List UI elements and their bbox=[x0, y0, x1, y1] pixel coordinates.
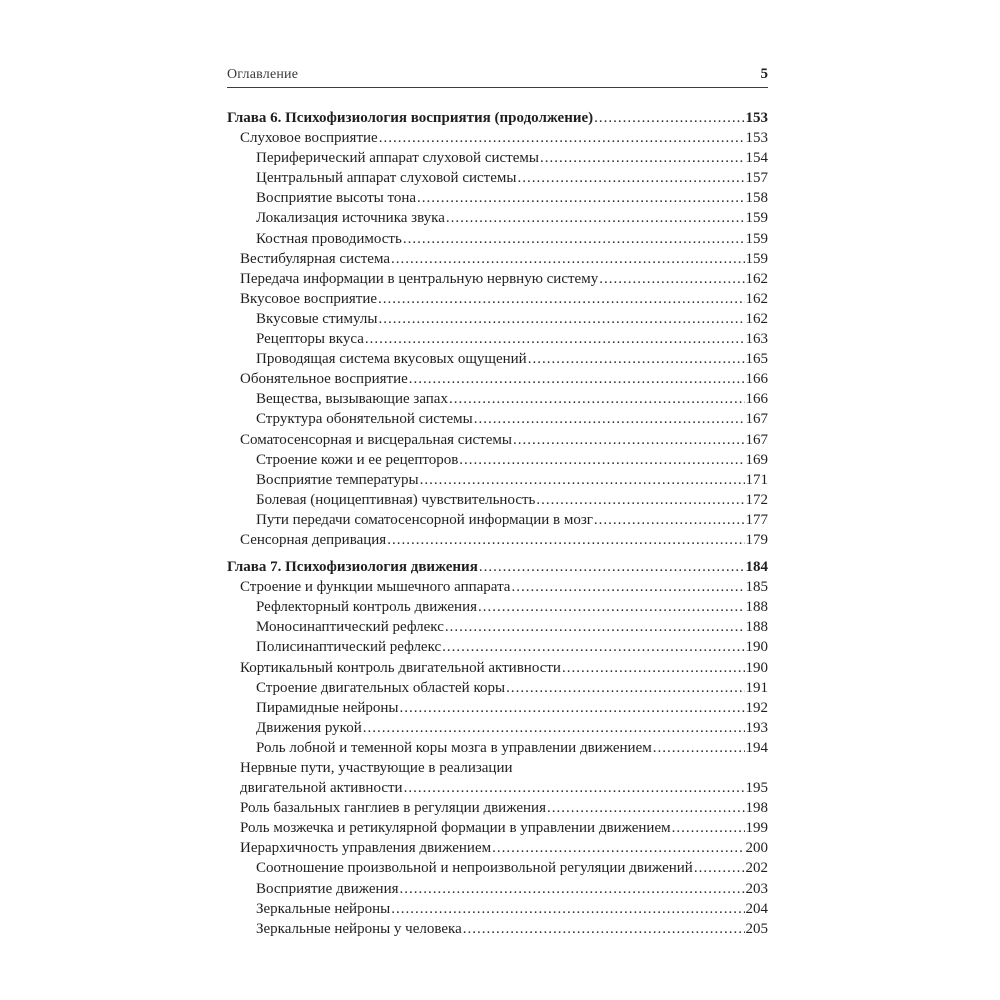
toc-entry-page: 198 bbox=[745, 800, 768, 817]
toc-leader-dots bbox=[653, 738, 745, 758]
toc-leader-dots bbox=[511, 577, 744, 597]
toc-entry bbox=[227, 818, 768, 838]
toc-entry-title: двигательной активности bbox=[240, 780, 403, 797]
toc-entry bbox=[227, 289, 768, 309]
toc-entry bbox=[227, 899, 768, 919]
toc-entry-page: 191 bbox=[745, 679, 768, 696]
toc-entry-page: 159 bbox=[745, 230, 768, 247]
toc-leader-dots bbox=[387, 530, 744, 550]
toc-entry bbox=[227, 188, 768, 208]
toc-entry-page: 167 bbox=[745, 411, 768, 428]
toc-entry-title: Периферический аппарат слуховой системы bbox=[256, 150, 539, 167]
toc-entry bbox=[227, 617, 768, 637]
toc-entry-page: 153 bbox=[745, 130, 768, 147]
toc-entry-title: Восприятие высоты тона bbox=[256, 190, 417, 207]
toc-entry-page: 171 bbox=[745, 471, 768, 488]
toc-entry-title: Проводящая система вкусовых ощущений bbox=[256, 351, 527, 368]
toc-entry-title: Передача информации в центральную нервную систему bbox=[240, 270, 599, 287]
toc-entry-page: 162 bbox=[745, 290, 768, 307]
toc-entry-title: Зеркальные нейроны у человека bbox=[256, 920, 462, 937]
toc-entry-title: Структура обонятельной системы bbox=[256, 411, 473, 428]
toc-entry-page: 159 bbox=[745, 250, 768, 267]
toc-entry bbox=[227, 758, 768, 778]
running-head-title: Оглавление bbox=[227, 67, 299, 82]
header-rule bbox=[227, 87, 768, 88]
toc-leader-dots bbox=[672, 818, 745, 838]
toc-entry bbox=[227, 208, 768, 228]
toc-entry bbox=[227, 658, 768, 678]
toc-entry-page: 193 bbox=[745, 719, 768, 736]
toc-entry-title: Болевая (ноцицептивная) чувствительность bbox=[256, 491, 536, 508]
toc-entry-title: Слуховое восприятие bbox=[240, 130, 378, 147]
toc-entry-title: Зеркальные нейроны bbox=[256, 900, 391, 917]
toc-entry-title: Восприятие движения bbox=[256, 880, 399, 897]
toc-entry-title: Глава 6. Психофизиология восприятия (продолжение) bbox=[227, 110, 594, 126]
toc-entry bbox=[227, 577, 768, 597]
toc-leader-dots bbox=[446, 208, 745, 228]
toc-entry-title: Строение и функции мышечного аппарата bbox=[240, 579, 511, 596]
toc-leader-dots bbox=[492, 838, 744, 858]
toc-leader-dots bbox=[599, 269, 744, 289]
toc-leader-dots bbox=[479, 557, 745, 577]
toc-entry-page: 202 bbox=[745, 860, 768, 877]
toc-leader-dots bbox=[540, 148, 745, 168]
toc-entry-page: 184 bbox=[745, 559, 768, 576]
toc-entry-page: 188 bbox=[745, 619, 768, 636]
toc-leader-dots bbox=[513, 430, 745, 450]
toc-entry-title: Роль лобной и теменной коры мозга в управлении движением bbox=[256, 739, 652, 756]
toc-entry-page: 177 bbox=[745, 511, 768, 528]
toc-entry bbox=[227, 369, 768, 389]
toc-entry-page: 188 bbox=[745, 599, 768, 616]
toc-entry-page: 158 bbox=[745, 190, 768, 207]
toc-entry-page: 162 bbox=[745, 270, 768, 287]
toc-entry-page: 166 bbox=[745, 391, 768, 408]
toc-leader-dots bbox=[547, 798, 745, 818]
toc-entry-title: Роль базальных ганглиев в регуляции движения bbox=[240, 800, 546, 817]
toc-entry-title: Пирамидные нейроны bbox=[256, 699, 399, 716]
toc-entry-page: 205 bbox=[745, 920, 768, 937]
toc-entry-title: Строение кожи и ее рецепторов bbox=[256, 451, 459, 468]
toc-leader-dots bbox=[562, 658, 745, 678]
toc-entry bbox=[227, 597, 768, 617]
table-of-contents bbox=[227, 108, 768, 939]
toc-entry-title: Иерархичность управления движением bbox=[240, 840, 492, 857]
toc-entry-title: Вещества, вызывающие запах bbox=[256, 391, 448, 408]
toc-entry-title: Строение двигательных областей коры bbox=[256, 679, 506, 696]
toc-entry-title: Обонятельное восприятие bbox=[240, 371, 408, 388]
toc-entry bbox=[227, 389, 768, 409]
toc-entry bbox=[227, 168, 768, 188]
toc-leader-dots bbox=[391, 249, 745, 269]
toc-entry-title: Центральный аппарат слуховой системы bbox=[256, 170, 517, 187]
toc-leader-dots bbox=[478, 597, 745, 617]
running-head-page-number: 5 bbox=[760, 66, 768, 82]
toc-entry-title: Сенсорная депривация bbox=[240, 531, 387, 548]
toc-leader-dots bbox=[365, 329, 745, 349]
toc-entry-page: 200 bbox=[745, 840, 768, 857]
toc-entry bbox=[227, 778, 768, 798]
toc-leader-dots bbox=[400, 698, 745, 718]
toc-entry-page: 154 bbox=[745, 150, 768, 167]
toc-entry-title: Соматосенсорная и висцеральная системы bbox=[240, 431, 512, 448]
toc-entry bbox=[227, 229, 768, 249]
toc-entry-title: Локализация источника звука bbox=[256, 210, 445, 227]
toc-leader-dots bbox=[378, 289, 744, 309]
toc-leader-dots bbox=[694, 858, 745, 878]
toc-entry bbox=[227, 470, 768, 490]
toc-entry-page: 194 bbox=[745, 739, 768, 756]
toc-entry-page: 192 bbox=[745, 699, 768, 716]
toc-entry-page: 167 bbox=[745, 431, 768, 448]
toc-entry-page: 165 bbox=[745, 351, 768, 368]
toc-entry bbox=[227, 738, 768, 758]
toc-leader-dots bbox=[379, 128, 745, 148]
toc-entry bbox=[227, 718, 768, 738]
toc-entry bbox=[227, 557, 768, 577]
toc-leader-dots bbox=[536, 490, 744, 510]
toc-entry bbox=[227, 329, 768, 349]
toc-entry-page: 199 bbox=[745, 820, 768, 837]
toc-leader-dots bbox=[400, 879, 745, 899]
toc-entry-page: 185 bbox=[745, 579, 768, 596]
toc-entry-page: 157 bbox=[745, 170, 768, 187]
toc-leader-dots bbox=[420, 470, 745, 490]
toc-leader-dots bbox=[391, 899, 744, 919]
toc-entry bbox=[227, 678, 768, 698]
toc-entry-page: 195 bbox=[745, 780, 768, 797]
toc-leader-dots bbox=[417, 188, 744, 208]
toc-entry bbox=[227, 148, 768, 168]
toc-entry-page: 190 bbox=[745, 639, 768, 656]
toc-entry bbox=[227, 879, 768, 899]
toc-leader-dots bbox=[528, 349, 745, 369]
toc-leader-dots bbox=[594, 108, 744, 128]
toc-entry bbox=[227, 309, 768, 329]
toc-entry bbox=[227, 409, 768, 429]
toc-entry-title: Вкусовые стимулы bbox=[256, 310, 378, 327]
toc-entry bbox=[227, 128, 768, 148]
toc-entry-title: Соотношение произвольной и непроизвольной регуляции движений bbox=[256, 860, 693, 877]
running-head bbox=[227, 66, 768, 83]
toc-entry-page: 162 bbox=[745, 310, 768, 327]
toc-leader-dots bbox=[594, 510, 745, 530]
toc-leader-dots bbox=[442, 637, 744, 657]
toc-entry-page: 153 bbox=[745, 110, 768, 126]
toc-entry-title: Нервные пути, участвующие в реализации bbox=[240, 760, 513, 776]
toc-entry-title: Вестибулярная система bbox=[240, 250, 390, 267]
toc-entry bbox=[227, 510, 768, 530]
toc-entry bbox=[227, 919, 768, 939]
toc-entry-title: Рецепторы вкуса bbox=[256, 331, 364, 348]
toc-leader-dots bbox=[474, 409, 745, 429]
toc-entry-title: Полисинаптический рефлекс bbox=[256, 639, 442, 656]
toc-entry-title: Моносинаптический рефлекс bbox=[256, 619, 444, 636]
toc-entry-page: 203 bbox=[745, 880, 768, 897]
toc-leader-dots bbox=[363, 718, 745, 738]
toc-entry-title: Движения рукой bbox=[256, 719, 362, 736]
toc-leader-dots bbox=[463, 919, 745, 939]
toc-entry bbox=[227, 450, 768, 470]
toc-entry bbox=[227, 838, 768, 858]
toc-entry bbox=[227, 798, 768, 818]
toc-entry-page: 163 bbox=[745, 331, 768, 348]
toc-entry-page: 179 bbox=[745, 531, 768, 548]
toc-entry bbox=[227, 698, 768, 718]
toc-entry bbox=[227, 530, 768, 550]
toc-leader-dots bbox=[449, 389, 745, 409]
toc-leader-dots bbox=[445, 617, 745, 637]
toc-entry bbox=[227, 269, 768, 289]
toc-entry bbox=[227, 637, 768, 657]
toc-entry-title: Рефлекторный контроль движения bbox=[256, 599, 477, 616]
toc-leader-dots bbox=[506, 678, 744, 698]
toc-leader-dots bbox=[404, 778, 745, 798]
toc-entry bbox=[227, 490, 768, 510]
toc-leader-dots bbox=[459, 450, 744, 470]
toc-entry bbox=[227, 349, 768, 369]
toc-entry-title: Вкусовое восприятие bbox=[240, 290, 378, 307]
toc-entry-page: 169 bbox=[745, 451, 768, 468]
toc-entry bbox=[227, 858, 768, 878]
toc-leader-dots bbox=[403, 229, 745, 249]
toc-entry bbox=[227, 249, 768, 269]
toc-entry bbox=[227, 430, 768, 450]
toc-entry-page: 190 bbox=[745, 659, 768, 676]
toc-entry-page: 172 bbox=[745, 491, 768, 508]
toc-entry-title: Роль мозжечка и ретикулярной формации в управлении движением bbox=[240, 820, 671, 837]
toc-leader-dots bbox=[378, 309, 744, 329]
toc-entry-title: Глава 7. Психофизиология движения bbox=[227, 559, 478, 576]
toc-leader-dots bbox=[409, 369, 745, 389]
toc-entry-page: 166 bbox=[745, 371, 768, 388]
toc-leader-dots bbox=[517, 168, 744, 188]
toc-entry-title: Костная проводимость bbox=[256, 230, 402, 247]
toc-entry-page: 159 bbox=[745, 210, 768, 227]
toc-entry-title: Восприятие температуры bbox=[256, 471, 419, 488]
toc-entry-page: 204 bbox=[745, 900, 768, 917]
toc-entry-title: Пути передачи соматосенсорной информации в мозг bbox=[256, 511, 593, 528]
toc-entry-title: Кортикальный контроль двигательной активности bbox=[240, 659, 561, 676]
toc-entry bbox=[227, 108, 768, 128]
